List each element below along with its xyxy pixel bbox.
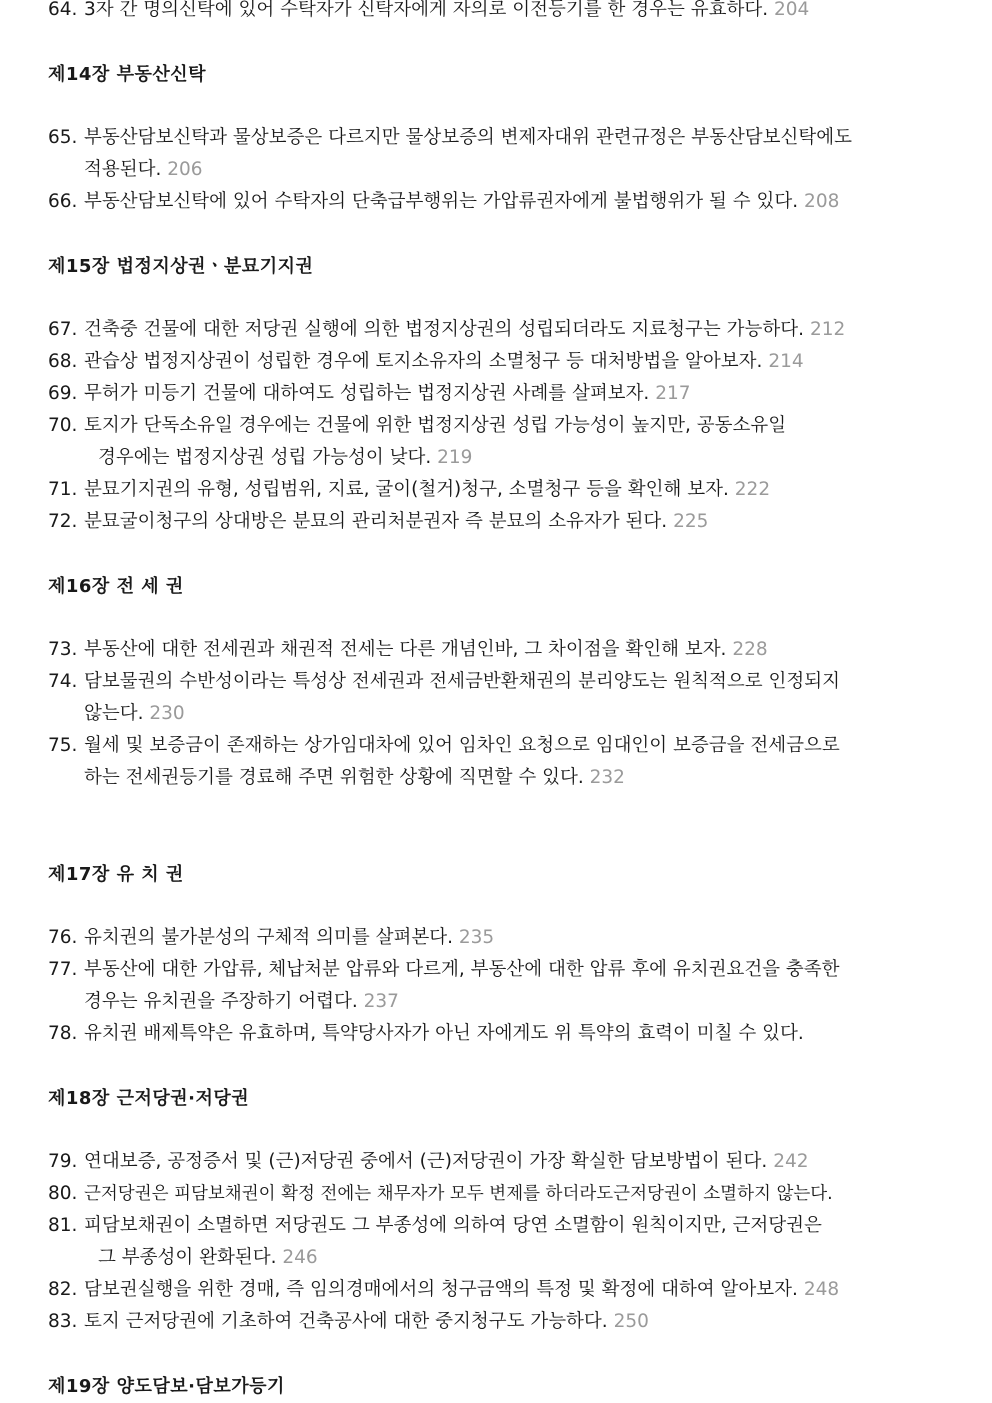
item-text: 담보물권의 수반성이라는 특성상 전세권과 전세금반환채권의 분리양도는 원칙적으로 인정되지 (84, 671, 841, 692)
item-text-continued: 않는다. (84, 703, 144, 724)
toc-item-79[interactable] (48, 1146, 948, 1178)
item-number: 82. (48, 1279, 78, 1300)
item-number: 77. (48, 959, 78, 980)
chapter-heading-14: 제14장 부동산신탁 (48, 64, 207, 85)
toc-item-76[interactable] (48, 922, 948, 954)
item-text: 부동산담보신탁과 물상보증은 다르지만 물상보증의 변제자대위 관련규정은 부동산담보신탁에도 (84, 127, 852, 148)
item-number: 73. (48, 639, 78, 660)
toc-item-72[interactable] (48, 506, 948, 538)
chapter-heading-18: 제18장 근저당권·저당권 (48, 1088, 250, 1109)
toc-item-80[interactable] (48, 1178, 948, 1210)
page-number: 246 (282, 1247, 318, 1268)
toc-item-81[interactable] (48, 1210, 948, 1274)
toc-item-67[interactable] (48, 314, 948, 346)
item-text: 분묘굴이청구의 상대방은 분묘의 관리처분권자 즉 분묘의 소유자가 된다. (84, 511, 668, 532)
item-text: 토지가 단독소유일 경우에는 건물에 위한 법정지상권 성립 가능성이 높지만, 공동소유일 (84, 415, 787, 436)
page-number: 222 (734, 479, 771, 500)
page-number: 235 (458, 927, 495, 948)
toc-item-75[interactable] (48, 730, 948, 794)
page-number: 212 (809, 319, 846, 340)
item-number: 78. (48, 1023, 78, 1044)
toc-item-69[interactable] (48, 378, 948, 410)
item-text: 무허가 미등기 건물에 대하여도 성립하는 법정지상권 사례를 살펴보자. (84, 383, 650, 404)
item-number: 81. (48, 1215, 78, 1236)
item-text-continued: 하는 전세권등기를 경료해 주면 위험한 상황에 직면할 수 있다. (84, 767, 584, 788)
item-text: 유치권의 불가분성의 구체적 의미를 살펴본다. (84, 927, 453, 948)
item-number: 67. (48, 319, 78, 340)
page-number: 248 (803, 1279, 840, 1300)
toc-item-83[interactable] (48, 1306, 948, 1338)
page-number: 228 (732, 639, 768, 660)
item-text-continued: 경우에는 법정지상권 성립 가능성이 낮다. (98, 447, 432, 468)
toc-item-77[interactable] (48, 954, 948, 1018)
chapter-heading-16: 제16장 전 세 권 (48, 576, 184, 597)
item-text: 유치권 배제특약은 유효하며, 특약당사자가 아닌 자에게도 위 특약의 효력이 미칠 수 있다. (84, 1023, 804, 1044)
item-number: 65. (48, 127, 78, 148)
item-text: 건축중 건물에 대한 저당권 실행에 의한 법정지상권의 성립되더라도 지료청구는 가능하다. (84, 319, 805, 340)
item-number: 76. (48, 927, 78, 948)
item-text: 피담보채권이 소멸하면 저당권도 그 부종성에 의하여 당연 소멸함이 원칙이지만, 근저당권은 (84, 1215, 822, 1236)
item-number: 72. (48, 511, 78, 532)
page-number: 232 (589, 767, 625, 788)
item-number: 66. (48, 191, 78, 212)
page-number: 214 (768, 351, 804, 372)
page-number: 204 (773, 0, 810, 20)
item-number: 68. (48, 351, 78, 372)
item-text: 토지 근저당권에 기초하여 건축공사에 대한 중지청구도 가능하다. (84, 1311, 608, 1332)
chapter-heading-17: 제17장 유 치 권 (48, 864, 184, 885)
item-text: 3자 간 명의신탁에 있어 수탁자가 신탁자에게 자의로 이전등기를 한 경우는 유효하다. (84, 0, 769, 20)
chapter-heading-19: 제19장 양도담보·담보가등기 (48, 1376, 285, 1397)
item-number: 83. (48, 1311, 78, 1332)
toc-item-82[interactable] (48, 1274, 948, 1306)
page-number: 230 (149, 703, 185, 724)
toc-item-74[interactable] (48, 666, 948, 730)
item-number: 74. (48, 671, 78, 692)
item-number: 64. (48, 0, 78, 20)
toc-item-66[interactable] (48, 186, 948, 218)
page-number: 250 (613, 1311, 649, 1332)
page-number: 219 (437, 447, 473, 468)
page-number: 208 (804, 191, 840, 212)
toc-item-71[interactable] (48, 474, 948, 506)
item-text: 분묘기지권의 유형, 성립범위, 지료, 굴이(철거)청구, 소멸청구 등을 확인해 보자. (84, 479, 729, 500)
item-text: 연대보증, 공정증서 및 (근)저당권 중에서 (근)저당권이 가장 확실한 담보방법이 된다. (84, 1151, 768, 1172)
toc-item-70[interactable] (48, 410, 948, 474)
item-number: 69. (48, 383, 78, 404)
item-text: 월세 및 보증금이 존재하는 상가임대차에 있어 임차인 요청으로 임대인이 보증금을 전세금으로 (84, 735, 840, 756)
chapter-heading-15: 제15장 법정지상권ㆍ분묘기지권 (48, 256, 314, 277)
item-text: 담보권실행을 위한 경매, 즉 임의경매에서의 청구금액의 특정 및 확정에 대하여 알아보자. (84, 1279, 798, 1300)
item-text: 부동산에 대한 가압류, 체납처분 압류와 다르게, 부동산에 대한 압류 후에 유치권요건을 충족한 (84, 959, 840, 980)
item-text-continued: 그 부종성이 완화된다. (98, 1247, 277, 1268)
item-text-continued: 적용된다. (84, 159, 162, 180)
page-number: 242 (773, 1151, 809, 1172)
toc-item-64[interactable] (48, 0, 948, 26)
toc-item-73[interactable] (48, 634, 948, 666)
item-text-continued: 경우는 유치권을 주장하기 어렵다. (84, 991, 358, 1012)
item-text: 관습상 법정지상권이 성립한 경우에 토지소유자의 소멸청구 등 대처방법을 알아보자. (84, 351, 763, 372)
item-number: 80. (48, 1183, 78, 1204)
toc-item-68[interactable] (48, 346, 948, 378)
toc-item-65[interactable] (48, 122, 948, 186)
item-number: 79. (48, 1151, 78, 1172)
page-number: 225 (673, 511, 709, 532)
toc-item-78[interactable] (48, 1018, 948, 1050)
item-text: 근저당권은 피담보채권이 확정 전에는 채무자가 모두 변제를 하더라도근저당권이 소멸하지 않는다. (84, 1184, 833, 1204)
item-number: 70. (48, 415, 78, 436)
page-number: 237 (363, 991, 399, 1012)
item-number: 71. (48, 479, 78, 500)
page-number: 206 (167, 159, 203, 180)
item-number: 75. (48, 735, 78, 756)
page-number: 217 (655, 383, 691, 404)
item-text: 부동산담보신탁에 있어 수탁자의 단축급부행위는 가압류권자에게 불법행위가 될 수 있다. (84, 191, 799, 212)
item-text: 부동산에 대한 전세권과 채권적 전세는 다른 개념인바, 그 차이점을 확인해 보자. (84, 639, 727, 660)
